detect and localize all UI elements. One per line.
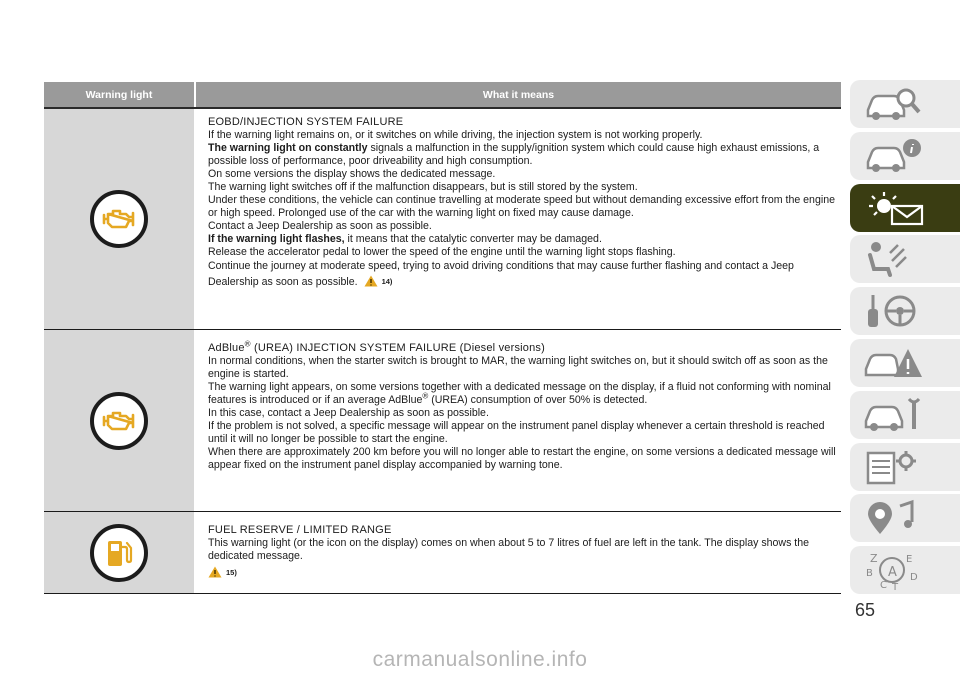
description-line: Release the accelerator pedal to lower the speed of the engine until the warning light stops flashing. [208,246,676,258]
chapter-tab[interactable] [850,443,960,491]
description-text: The warning light appears, on some versions together with a dedicated message on the display, if a fluid not conforming with nominal features is introduced or if an average AdBlue [208,381,831,406]
note-reference: 14) [381,277,393,286]
warning-light-message-icon [862,188,932,228]
svg-text:Z: Z [870,552,878,566]
page-number: 65 [855,600,876,620]
description-text: it means that the catalytic converter may be damaged. [344,233,602,245]
description-line: If the problem is not solved, a specific message will appear on the instrument panel display whenever a certain threshold is reached until it will no longer be possible to start the engine. [208,420,825,445]
caution-triangle-icon [208,566,222,582]
description-line: Contact a Jeep Dealership as soon as possible. [208,220,432,232]
title-text: (UREA) INJECTION SYSTEM FAILURE (Diesel versions) [250,342,545,354]
description-line [208,233,841,246]
description-line: When there are approximately 200 km before you will no longer able to restart the engine, on some versions a dedicated message will appear fixed on the instrument panel display accompanied by warning tone. [208,446,836,471]
description-text: signals a malfunction in the supply/ignition system which could cause high exhaust emissions, a possible loss of performance, poor driveability and high consumption. [208,142,820,167]
car-wrench-icon [862,395,924,435]
warning-lights-table [44,82,841,594]
chapter-tab[interactable] [850,287,960,335]
description-line [208,259,841,292]
car-info-icon [862,136,924,176]
watermark: carmanualsonline.info [372,648,588,671]
navigation-music-icon [862,498,924,538]
svg-text:E: E [906,554,913,566]
description-line: The warning light switches off if the malfunction disappears, but is still stored by the system. [208,181,638,193]
description-line: On some versions the display shows the dedicated message. [208,168,496,180]
chapter-tab[interactable] [850,132,960,180]
registered-mark: ® [244,339,251,349]
description-line: Under these conditions, the vehicle can continue travelling at moderate speed but without demanding excessive effort from the engine or high speed. Prolonged use of the car with the warning light on fixed may cause damage. [208,194,835,219]
description-line: In this case, contact a Jeep Dealership as soon as possible. [208,407,489,419]
warning-icon-cell [44,512,194,593]
row-title [208,339,841,355]
description-text: Continue the journey at moderate speed, trying to avoid driving conditions that may cause further flashing and contact a Jeep Dealership as soon as possible. [208,260,794,288]
row-description [194,109,841,329]
chapter-tab[interactable] [850,235,960,283]
bold-phrase: If the warning light flashes, [208,233,345,245]
row-description [194,512,841,593]
chapter-tab[interactable] [850,339,960,387]
chapter-tab[interactable] [850,494,960,542]
bold-phrase: The warning light on constantly [208,142,368,154]
registered-mark: ® [422,391,429,401]
table-row [44,512,841,594]
seat-safety-icon [862,239,924,279]
chapter-tab[interactable] [850,391,960,439]
row-title: EOBD/INJECTION SYSTEM FAILURE [208,116,404,128]
car-warning-triangle-icon [862,343,924,383]
description-line [208,381,841,407]
description-text: (UREA) consumption of over 50% is detected. [428,394,648,406]
header-warning-light: Warning light [44,82,196,107]
svg-text:B: B [866,568,873,580]
chapter-tab[interactable] [850,80,960,128]
alphabet-index-icon [862,550,924,590]
chapter-tab[interactable] [850,546,960,594]
table-header [44,82,841,109]
engine-warning-icon [90,190,148,248]
steering-key-icon [862,291,924,331]
svg-text:A: A [888,565,897,581]
description-line [208,142,841,168]
caution-triangle-icon [364,275,378,292]
chapter-sidebar [850,80,960,598]
description-line [208,566,841,582]
chapter-tab-active[interactable] [850,184,960,232]
row-title: FUEL RESERVE / LIMITED RANGE [208,524,392,536]
description-line: This warning light (or the icon on the display) comes on when about 5 to 7 litres of fuel are left in the tank. The display shows the dedicated message. [208,537,810,562]
car-search-icon [862,84,924,124]
svg-text:C: C [880,580,887,591]
warning-icon-cell [44,109,194,329]
table-row [44,330,841,512]
svg-text:D: D [910,572,918,584]
header-what-it-means: What it means [482,88,555,101]
row-description [194,330,841,511]
fuel-pump-icon [90,524,148,582]
description-line: In normal conditions, when the starter switch is brought to MAR, the warning light switches on, but it should switch off as soon as the engine is started. [208,355,828,380]
checklist-gear-icon [862,447,924,487]
table-row [44,109,841,330]
adblue-engine-warning-icon [90,392,148,450]
note-reference: 15) [226,568,237,577]
description-line: If the warning light remains on, or it switches on while driving, the injection system is not working properly. [208,129,703,141]
warning-icon-cell [44,330,194,511]
svg-text:T: T [892,582,899,591]
title-text: AdBlue [208,342,245,354]
